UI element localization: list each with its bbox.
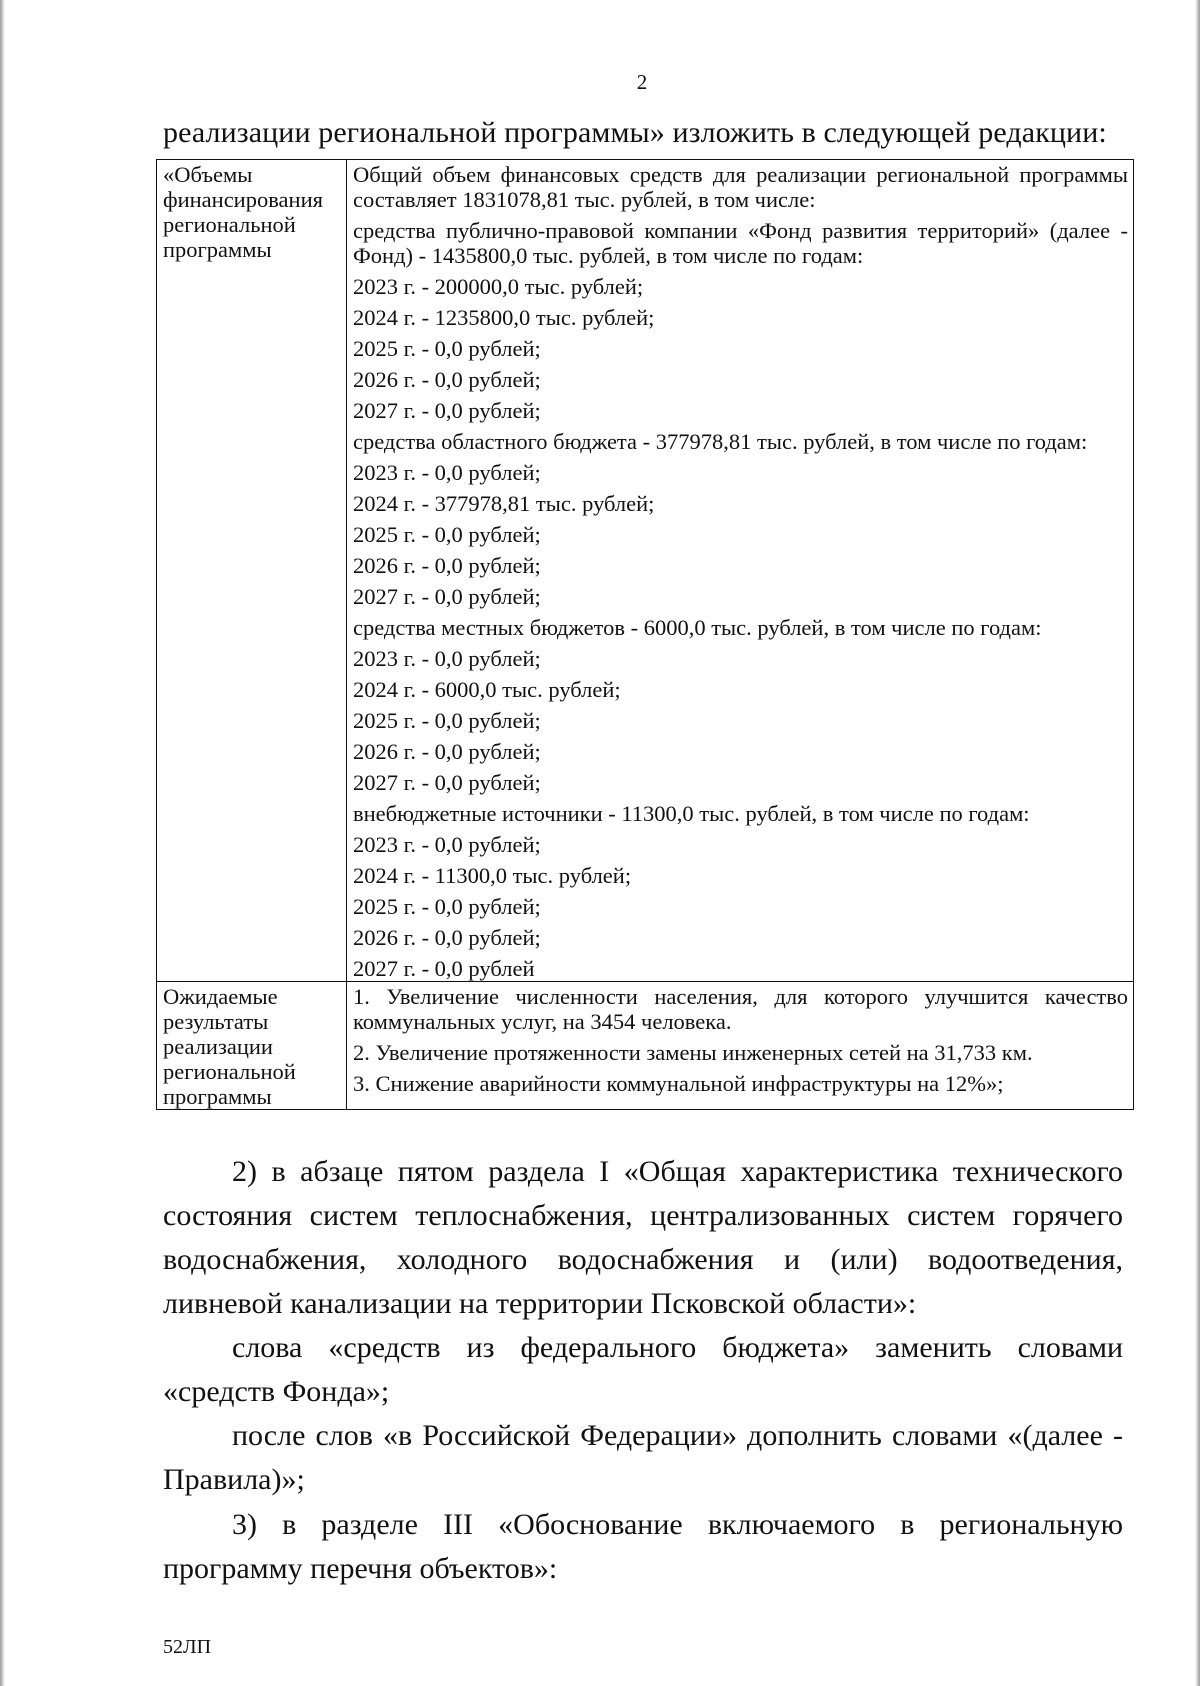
result-entry: 3. Снижение аварийности коммунальной инфраструктуры на 12%»; [353,1071,1004,1096]
scan-edge-left [0,0,5,1686]
body-paragraph [163,1326,1123,1414]
funding-entry: 2023 г. - 0,0 рублей; [353,460,541,485]
label-line: региональной [163,1059,296,1084]
funding-entry: 2025 г. - 0,0 рублей; [353,708,541,733]
funding-entry: 2026 г. - 0,0 рублей; [353,739,541,764]
funding-entry: 2023 г. - 0,0 рублей; [353,832,541,857]
label-line: Ожидаемые [163,984,278,1009]
funding-entry: 2025 г. - 0,0 рублей; [353,522,541,547]
funding-entry: внебюджетные источники - 11300,0 тыс. рублей, в том числе по годам: [353,801,1030,826]
label-line: региональной [163,212,296,237]
funding-entry: 2026 г. - 0,0 рублей; [353,925,541,950]
paragraph-text: после слов «в Российской Федерации» дополнить словами «(далее - Правила)»; [163,1419,1123,1496]
results-label-cell [157,982,347,1110]
label-line: результаты [163,1009,269,1034]
funding-entry: 2024 г. - 1235800,0 тыс. рублей; [353,305,655,330]
funding-entry: 2027 г. - 0,0 рублей; [353,398,541,423]
result-entry: 2. Увеличение протяженности замены инженерных сетей на 31,733 км. [353,1040,1033,1065]
scan-edge-right [1195,0,1200,1686]
funding-entry: 2024 г. - 6000,0 тыс. рублей; [353,677,621,702]
funding-entry: 2027 г. - 0,0 рублей; [353,770,541,795]
page-number: 2 [636,70,648,94]
body-paragraph [163,1414,1123,1502]
footer-code: 52ЛП [163,1636,212,1658]
paragraph-text: 3) в разделе III «Обоснование включаемого в региональную программу перечня объектов»: [163,1508,1123,1585]
label-line: финансирования [163,187,323,212]
funding-entry: 2023 г. - 0,0 рублей; [353,646,541,671]
funding-entry: 2024 г. - 11300,0 тыс. рублей; [353,863,632,888]
paragraph-text: слова «средств из федерального бюджета» заменить словами «средств Фонда»; [163,1331,1123,1408]
funding-entry: 2023 г. - 200000,0 тыс. рублей; [353,274,644,299]
label-line: «Объемы [163,162,253,187]
funding-entry: 2026 г. - 0,0 рублей; [353,553,541,578]
funding-entry: средства местных бюджетов - 6000,0 тыс. рублей, в том числе по годам: [353,615,1042,640]
funding-table [156,159,1134,1110]
results-content-cell [347,982,1134,1110]
funding-entry: 2025 г. - 0,0 рублей; [353,336,541,361]
funding-entry: Общий объем финансовых средств для реализации региональной программы составляет 1831078,81 тыс. рублей, в том числе: [353,162,1128,212]
result-entry: 1. Увеличение численности населения, для которого улучшится качество коммунальных услуг, на 3454 человека. [353,984,1128,1034]
funding-label-cell [157,160,347,982]
funding-entry: 2027 г. - 0,0 рублей; [353,584,541,609]
intro-line: реализации региональной программы» изложить в следующей редакции: [163,116,1107,149]
results-row [157,982,1134,1110]
paragraph-text: 2) в абзаце пятом раздела I «Общая характеристика технического состояния систем теплоснабжения, централизованных систем горячего водоснабжения, холодного водоснабжения и (или) водоотведения, ливневой канализации на территории Псковской области»: [163,1155,1123,1320]
funding-entry: средства публично-правовой компании «Фонд развития территорий» (далее - Фонд) - 1435800,0 тыс. рублей, в том числе по годам: [353,218,1128,268]
funding-content-cell [347,160,1134,982]
funding-entry: 2027 г. - 0,0 рублей [353,956,535,981]
funding-entry: 2025 г. - 0,0 рублей; [353,894,541,919]
funding-entry: 2026 г. - 0,0 рублей; [353,367,541,392]
body-paragraph [163,1150,1123,1326]
body-paragraph [163,1503,1123,1591]
label-line: программы [163,237,272,262]
funding-entry: средства областного бюджета - 377978,81 тыс. рублей, в том числе по годам: [353,429,1088,454]
label-line: программы [163,1084,272,1109]
funding-entry: 2024 г. - 377978,81 тыс. рублей; [353,491,655,516]
funding-row [157,160,1134,982]
label-line: реализации [163,1034,273,1059]
